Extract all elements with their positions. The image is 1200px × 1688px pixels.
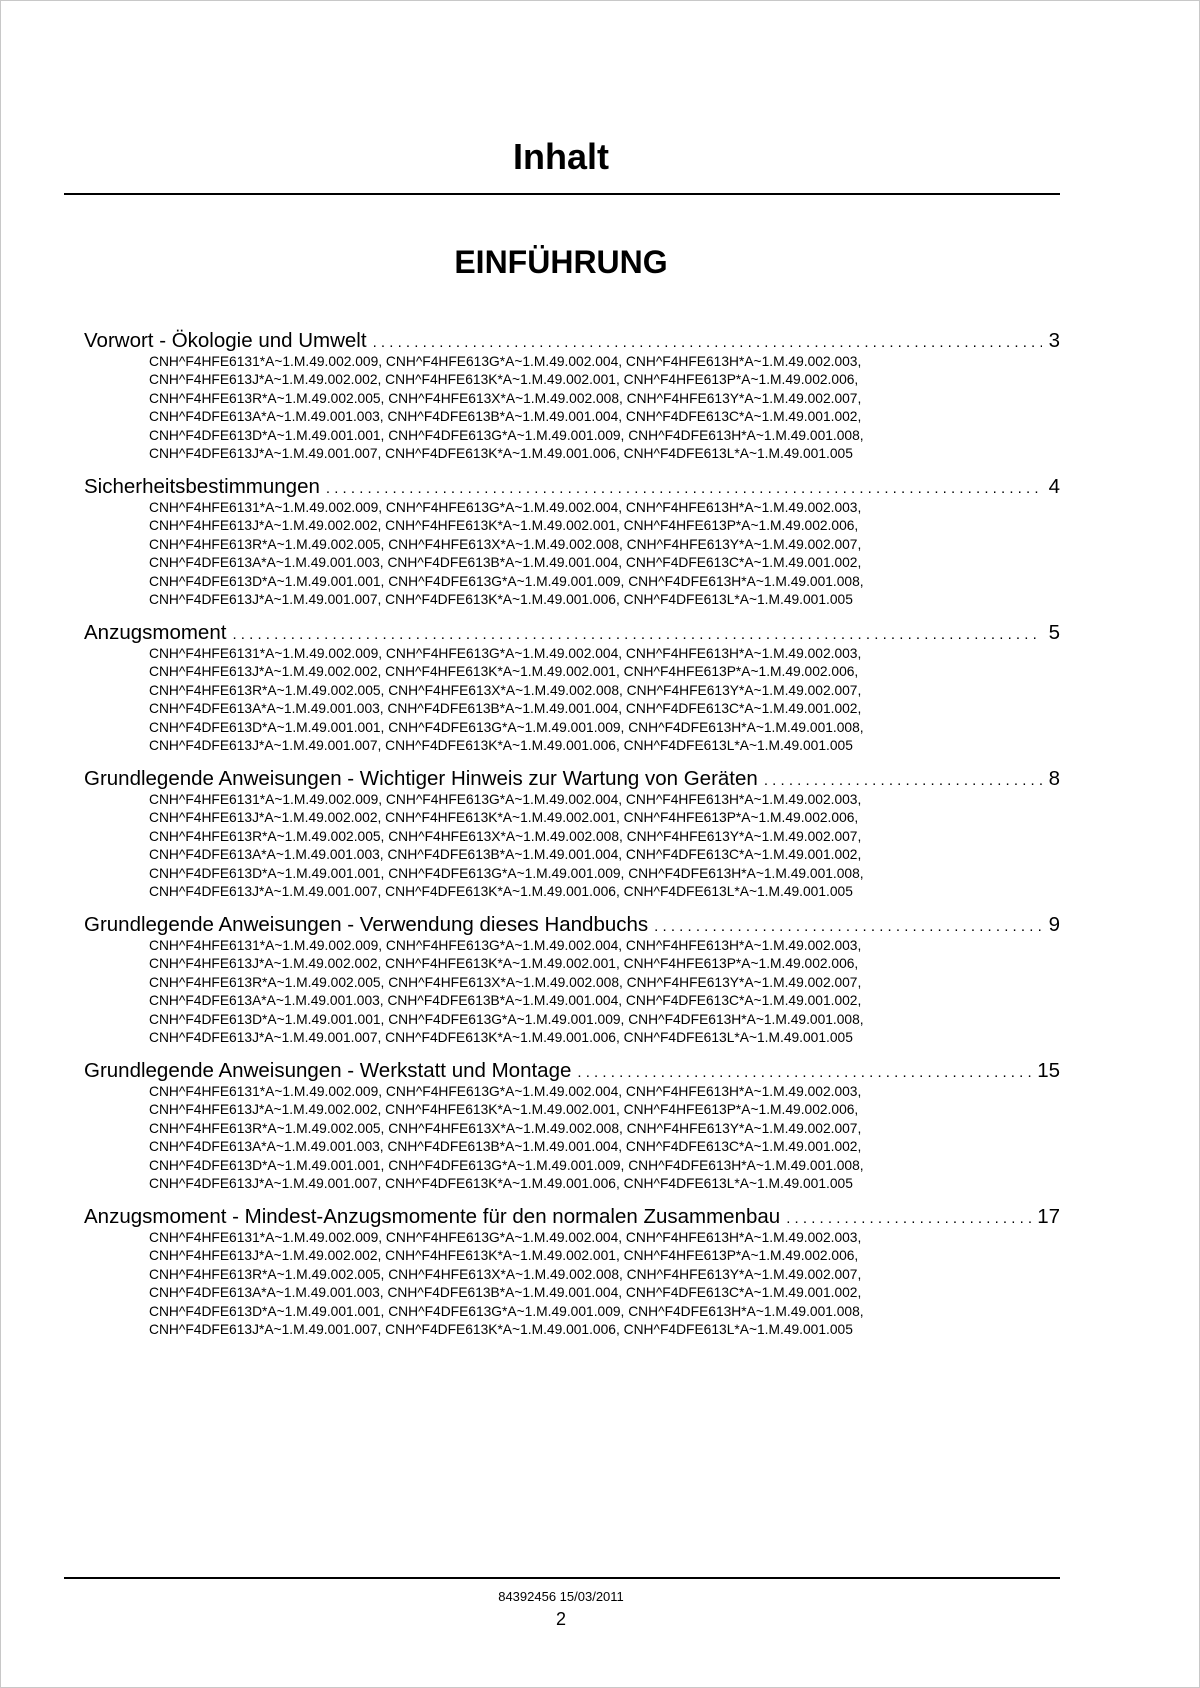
toc-entry-title[interactable]: Grundlegende Anweisungen - Verwendung dieses Handbuchs [84, 913, 649, 936]
toc-entry-page-number[interactable]: 5 [1048, 621, 1060, 644]
model-code-line: CNH^F4HFE613J*A~1.M.49.002.002, CNH^F4HFE613K*A~1.M.49.002.001, CNH^F4HFE613P*A~1.M.49.002.006, [149, 956, 859, 972]
toc-entry-model-codes [84, 791, 1060, 901]
toc-entry[interactable] [84, 476, 1060, 622]
model-code-line: CNH^F4HFE6131*A~1.M.49.002.009, CNH^F4HFE613G*A~1.M.49.002.004, CNH^F4HFE613H*A~1.M.49.002.003, [149, 500, 862, 515]
toc-entry-model-codes [84, 645, 1060, 755]
model-code-line: CNH^F4DFE613J*A~1.M.49.001.007, CNH^F4DFE613K*A~1.M.49.001.006, CNH^F4DFE613L*A~1.M.49.001.005 [149, 738, 853, 754]
model-code-line: CNH^F4DFE613A*A~1.M.49.001.003, CNH^F4DFE613B*A~1.M.49.001.004, CNH^F4DFE613C*A~1.M.49.001.002, [149, 409, 862, 425]
model-code-line: CNH^F4HFE6131*A~1.M.49.002.009, CNH^F4HFE613G*A~1.M.49.002.004, CNH^F4HFE613H*A~1.M.49.002.003, [149, 1230, 862, 1245]
model-code-line: CNH^F4DFE613D*A~1.M.49.001.001, CNH^F4DFE613G*A~1.M.49.001.009, CNH^F4DFE613H*A~1.M.49.001.008, [149, 719, 864, 735]
toc-entry-page-number[interactable]: 15 [1037, 1059, 1060, 1082]
model-code-line: CNH^F4DFE613J*A~1.M.49.001.007, CNH^F4DFE613K*A~1.M.49.001.006, CNH^F4DFE613L*A~1.M.49.001.005 [149, 884, 853, 900]
model-code-line: CNH^F4DFE613D*A~1.M.49.001.001, CNH^F4DFE613G*A~1.M.49.001.009, CNH^F4DFE613H*A~1.M.49.001.008, [149, 427, 864, 443]
toc-entry-model-codes [84, 937, 1060, 1047]
toc-dot-leader [373, 332, 1042, 354]
table-of-contents [84, 330, 1060, 1352]
model-code-line: CNH^F4HFE6131*A~1.M.49.002.009, CNH^F4HFE613G*A~1.M.49.002.004, CNH^F4HFE613H*A~1.M.49.002.003, [149, 354, 862, 369]
model-code-line: CNH^F4HFE613R*A~1.M.49.002.005, CNH^F4HFE613X*A~1.M.49.002.008, CNH^F4HFE613Y*A~1.M.49.002.007, [149, 974, 862, 990]
model-code-line: CNH^F4HFE613J*A~1.M.49.002.002, CNH^F4HFE613K*A~1.M.49.002.001, CNH^F4HFE613P*A~1.M.49.002.006, [149, 664, 859, 680]
model-code-line: CNH^F4HFE613R*A~1.M.49.002.005, CNH^F4HFE613X*A~1.M.49.002.008, CNH^F4HFE613Y*A~1.M.49.002.007, [149, 682, 862, 698]
model-code-line: CNH^F4DFE613A*A~1.M.49.001.003, CNH^F4DFE613B*A~1.M.49.001.004, CNH^F4DFE613C*A~1.M.49.001.002, [149, 1139, 862, 1155]
toc-entry-page-number[interactable]: 9 [1048, 913, 1060, 936]
toc-entry-title[interactable]: Anzugsmoment [84, 621, 227, 644]
model-code-line: CNH^F4HFE613R*A~1.M.49.002.005, CNH^F4HFE613X*A~1.M.49.002.008, CNH^F4HFE613Y*A~1.M.49.002.007, [149, 390, 862, 406]
toc-entry[interactable] [84, 330, 1060, 476]
toc-entry-page-number[interactable]: 8 [1048, 767, 1060, 790]
model-code-line: CNH^F4DFE613J*A~1.M.49.001.007, CNH^F4DFE613K*A~1.M.49.001.006, CNH^F4DFE613L*A~1.M.49.001.005 [149, 592, 853, 608]
toc-entry-model-codes [84, 499, 1060, 609]
toc-entry[interactable] [84, 1060, 1060, 1206]
model-code-line: CNH^F4DFE613D*A~1.M.49.001.001, CNH^F4DFE613G*A~1.M.49.001.009, CNH^F4DFE613H*A~1.M.49.001.008, [149, 865, 864, 881]
bottom-divider [64, 1577, 1060, 1579]
model-code-line: CNH^F4DFE613J*A~1.M.49.001.007, CNH^F4DFE613K*A~1.M.49.001.006, CNH^F4DFE613L*A~1.M.49.001.005 [149, 1176, 853, 1192]
toc-entry-title[interactable]: Anzugsmoment - Mindest-Anzugsmomente für den normalen Zusammenbau [84, 1205, 781, 1228]
toc-entry-title[interactable]: Grundlegende Anweisungen - Werkstatt und Montage [84, 1059, 572, 1082]
model-code-line: CNH^F4DFE613J*A~1.M.49.001.007, CNH^F4DFE613K*A~1.M.49.001.006, CNH^F4DFE613L*A~1.M.49.001.005 [149, 1322, 853, 1338]
toc-entry-heading[interactable] [84, 1206, 1060, 1230]
footer-page-number: 2 [555, 1609, 566, 1629]
model-code-line: CNH^F4HFE613J*A~1.M.49.002.002, CNH^F4HFE613K*A~1.M.49.002.001, CNH^F4HFE613P*A~1.M.49.002.006, [149, 810, 859, 826]
toc-entry-heading[interactable] [84, 914, 1060, 938]
toc-dot-leader [577, 1062, 1033, 1084]
model-code-line: CNH^F4HFE6131*A~1.M.49.002.009, CNH^F4HFE613G*A~1.M.49.002.004, CNH^F4HFE613H*A~1.M.49.002.003, [149, 1084, 862, 1099]
model-code-line: CNH^F4DFE613J*A~1.M.49.001.007, CNH^F4DFE613K*A~1.M.49.001.006, CNH^F4DFE613L*A~1.M.49.001.005 [149, 446, 853, 462]
model-code-line: CNH^F4DFE613D*A~1.M.49.001.001, CNH^F4DFE613G*A~1.M.49.001.009, CNH^F4DFE613H*A~1.M.49.001.008, [149, 573, 864, 589]
toc-entry[interactable] [84, 622, 1060, 768]
model-code-line: CNH^F4HFE613J*A~1.M.49.002.002, CNH^F4HFE613K*A~1.M.49.002.001, CNH^F4HFE613P*A~1.M.49.002.006, [149, 372, 859, 388]
toc-dot-leader [786, 1208, 1033, 1230]
top-divider [64, 193, 1060, 195]
model-code-line: CNH^F4HFE6131*A~1.M.49.002.009, CNH^F4HFE613G*A~1.M.49.002.004, CNH^F4HFE613H*A~1.M.49.002.003, [149, 646, 862, 661]
page-title: Inhalt [513, 136, 609, 177]
model-code-line: CNH^F4DFE613D*A~1.M.49.001.001, CNH^F4DFE613G*A~1.M.49.001.009, CNH^F4DFE613H*A~1.M.49.001.008, [149, 1157, 864, 1173]
toc-entry[interactable] [84, 768, 1060, 914]
toc-dot-leader [326, 478, 1042, 500]
toc-entry-title[interactable]: Vorwort - Ökologie und Umwelt [84, 329, 367, 352]
model-code-line: CNH^F4HFE613J*A~1.M.49.002.002, CNH^F4HFE613K*A~1.M.49.002.001, CNH^F4HFE613P*A~1.M.49.002.006, [149, 1248, 859, 1264]
toc-entry-page-number[interactable]: 17 [1037, 1205, 1060, 1228]
model-code-line: CNH^F4DFE613A*A~1.M.49.001.003, CNH^F4DFE613B*A~1.M.49.001.004, CNH^F4DFE613C*A~1.M.49.001.002, [149, 993, 862, 1009]
footer-document-id: 84392456 15/03/2011 [498, 1589, 624, 1604]
model-code-line: CNH^F4DFE613A*A~1.M.49.001.003, CNH^F4DFE613B*A~1.M.49.001.004, CNH^F4DFE613C*A~1.M.49.001.002, [149, 1285, 862, 1301]
toc-entry-title[interactable]: Sicherheitsbestimmungen [84, 475, 320, 498]
toc-entry-heading[interactable] [84, 476, 1060, 500]
toc-entry-heading[interactable] [84, 1060, 1060, 1084]
toc-dot-leader [232, 624, 1042, 646]
toc-dot-leader [654, 916, 1042, 938]
toc-entry-heading[interactable] [84, 330, 1060, 354]
model-code-line: CNH^F4HFE613J*A~1.M.49.002.002, CNH^F4HFE613K*A~1.M.49.002.001, CNH^F4HFE613P*A~1.M.49.002.006, [149, 1102, 859, 1118]
model-code-line: CNH^F4HFE613R*A~1.M.49.002.005, CNH^F4HFE613X*A~1.M.49.002.008, CNH^F4HFE613Y*A~1.M.49.002.007, [149, 536, 862, 552]
toc-entry-model-codes [84, 353, 1060, 463]
toc-entry-heading[interactable] [84, 622, 1060, 646]
toc-entry[interactable] [84, 1206, 1060, 1352]
toc-entry[interactable] [84, 914, 1060, 1060]
model-code-line: CNH^F4HFE613J*A~1.M.49.002.002, CNH^F4HFE613K*A~1.M.49.002.001, CNH^F4HFE613P*A~1.M.49.002.006, [149, 518, 859, 534]
model-code-line: CNH^F4DFE613A*A~1.M.49.001.003, CNH^F4DFE613B*A~1.M.49.001.004, CNH^F4DFE613C*A~1.M.49.001.002, [149, 701, 862, 717]
model-code-line: CNH^F4DFE613J*A~1.M.49.001.007, CNH^F4DFE613K*A~1.M.49.001.006, CNH^F4DFE613L*A~1.M.49.001.005 [149, 1030, 853, 1046]
model-code-line: CNH^F4DFE613D*A~1.M.49.001.001, CNH^F4DFE613G*A~1.M.49.001.009, CNH^F4DFE613H*A~1.M.49.001.008, [149, 1011, 864, 1027]
section-title: EINFÜHRUNG [454, 244, 668, 280]
model-code-line: CNH^F4HFE613R*A~1.M.49.002.005, CNH^F4HFE613X*A~1.M.49.002.008, CNH^F4HFE613Y*A~1.M.49.002.007, [149, 1120, 862, 1136]
toc-entry-page-number[interactable]: 3 [1048, 329, 1060, 352]
toc-entry-page-number[interactable]: 4 [1048, 475, 1060, 498]
toc-entry-heading[interactable] [84, 768, 1060, 792]
model-code-line: CNH^F4DFE613A*A~1.M.49.001.003, CNH^F4DFE613B*A~1.M.49.001.004, CNH^F4DFE613C*A~1.M.49.001.002, [149, 555, 862, 571]
model-code-line: CNH^F4HFE6131*A~1.M.49.002.009, CNH^F4HFE613G*A~1.M.49.002.004, CNH^F4HFE613H*A~1.M.49.002.003, [149, 938, 862, 953]
model-code-line: CNH^F4HFE613R*A~1.M.49.002.005, CNH^F4HFE613X*A~1.M.49.002.008, CNH^F4HFE613Y*A~1.M.49.002.007, [149, 1266, 862, 1282]
toc-entry-title[interactable]: Grundlegende Anweisungen - Wichtiger Hinweis zur Wartung von Geräten [84, 767, 758, 790]
toc-entry-model-codes [84, 1083, 1060, 1193]
model-code-line: CNH^F4HFE613R*A~1.M.49.002.005, CNH^F4HFE613X*A~1.M.49.002.008, CNH^F4HFE613Y*A~1.M.49.002.007, [149, 828, 862, 844]
toc-dot-leader [764, 770, 1042, 792]
model-code-line: CNH^F4DFE613D*A~1.M.49.001.001, CNH^F4DFE613G*A~1.M.49.001.009, CNH^F4DFE613H*A~1.M.49.001.008, [149, 1303, 864, 1319]
model-code-line: CNH^F4DFE613A*A~1.M.49.001.003, CNH^F4DFE613B*A~1.M.49.001.004, CNH^F4DFE613C*A~1.M.49.001.002, [149, 847, 862, 863]
toc-entry-model-codes [84, 1229, 1060, 1339]
model-code-line: CNH^F4HFE6131*A~1.M.49.002.009, CNH^F4HFE613G*A~1.M.49.002.004, CNH^F4HFE613H*A~1.M.49.002.003, [149, 792, 862, 807]
